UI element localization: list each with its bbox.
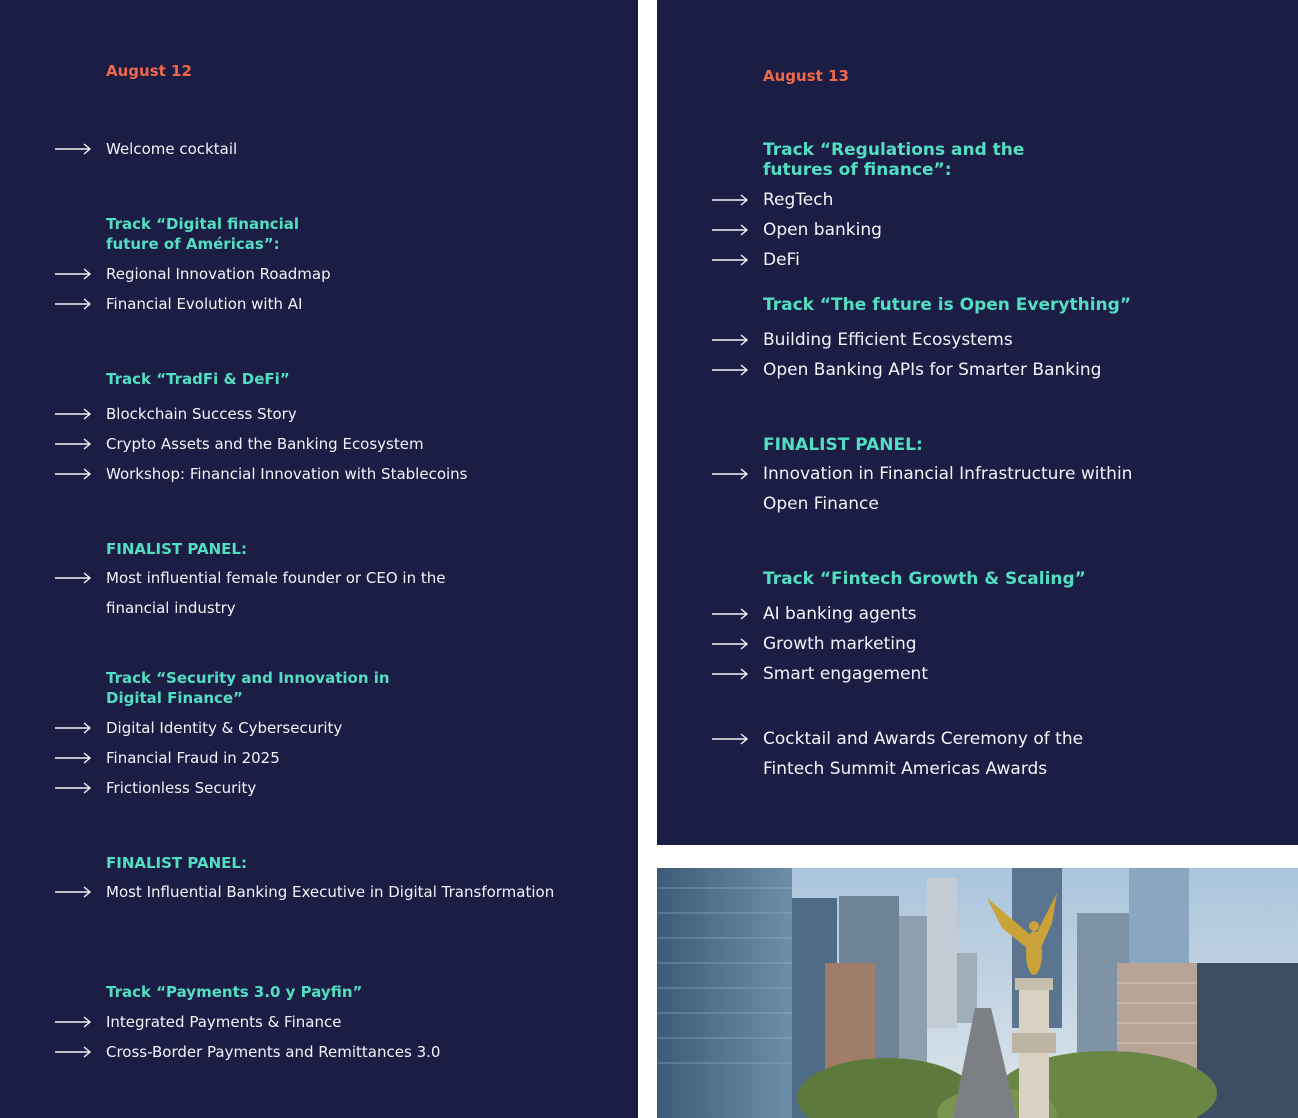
list-item-continued: Open Finance: [763, 494, 879, 514]
arrow-right-icon: [55, 268, 93, 280]
arrow-right-icon: [712, 733, 750, 745]
track-digital-financial-future: Track “Digital financial future of Américas”:: [106, 215, 300, 253]
arrow-right-icon: [712, 334, 750, 346]
list-item: Open banking: [763, 220, 882, 240]
arrow-right-icon: [712, 638, 750, 650]
list-item: Financial Evolution with AI: [106, 295, 303, 313]
list-item: Cross-Border Payments and Remittances 3.0: [106, 1043, 441, 1061]
arrow-right-icon: [55, 438, 93, 450]
finalist-panel-title: FINALIST PANEL:: [106, 540, 247, 558]
arrow-right-icon: [55, 886, 93, 898]
list-item: Financial Fraud in 2025: [106, 749, 280, 767]
arrow-right-icon: [712, 608, 750, 620]
list-item: AI banking agents: [763, 604, 917, 624]
arrow-right-icon: [55, 143, 93, 155]
list-item: Innovation in Financial Infrastructure within: [763, 464, 1133, 484]
finalist-panel-title: FINALIST PANEL:: [763, 435, 923, 455]
list-item: Blockchain Success Story: [106, 405, 297, 423]
list-item: Building Efficient Ecosystems: [763, 330, 1013, 350]
arrow-right-icon: [712, 468, 750, 480]
arrow-right-icon: [712, 364, 750, 376]
track-fintech-growth: Track “Fintech Growth & Scaling”: [763, 569, 1086, 589]
track-payments: Track “Payments 3.0 y Payfin”: [106, 983, 363, 1001]
track-regulations: Track “Regulations and the futures of finance”:: [763, 140, 1025, 180]
arrow-right-icon: [712, 224, 750, 236]
day-2-date: August 13: [763, 67, 849, 85]
arrow-right-icon: [55, 572, 93, 584]
arrow-right-icon: [55, 722, 93, 734]
agenda-day-2: [657, 0, 1298, 845]
list-item: RegTech: [763, 190, 834, 210]
list-item: Workshop: Financial Innovation with Stablecoins: [106, 465, 468, 483]
list-item: Integrated Payments & Finance: [106, 1013, 342, 1031]
agenda-day-1: [0, 0, 638, 1118]
list-item: Most Influential Banking Executive in Digital Transformation: [106, 883, 555, 901]
track-security-innovation: Track “Security and Innovation in Digital Finance”: [106, 669, 390, 707]
list-item: Smart engagement: [763, 664, 928, 684]
arrow-right-icon: [55, 468, 93, 480]
closing-ceremony-continued: Fintech Summit Americas Awards: [763, 759, 1048, 779]
arrow-right-icon: [712, 194, 750, 206]
arrow-right-icon: [55, 298, 93, 310]
list-item: DeFi: [763, 250, 800, 270]
finalist-panel-title: FINALIST PANEL:: [106, 854, 247, 872]
list-item: Open Banking APIs for Smarter Banking: [763, 360, 1102, 380]
arrow-right-icon: [712, 254, 750, 266]
list-item: Most influential female founder or CEO in the: [106, 569, 446, 587]
arrow-right-icon: [55, 1046, 93, 1058]
list-item: Digital Identity & Cybersecurity: [106, 719, 343, 737]
angel-of-independence-illustration: [657, 868, 1298, 1118]
arrow-right-icon: [55, 1016, 93, 1028]
track-open-everything: Track “The future is Open Everything”: [763, 295, 1131, 315]
day-1-date: August 12: [106, 62, 192, 80]
city-skyline-photo: [657, 868, 1298, 1118]
arrow-right-icon: [55, 752, 93, 764]
list-item: Crypto Assets and the Banking Ecosystem: [106, 435, 424, 453]
list-item: Frictionless Security: [106, 779, 257, 797]
list-item-continued: financial industry: [106, 599, 236, 617]
track-tradfi-defi: Track “TradFi & DeFi”: [106, 370, 290, 388]
arrow-right-icon: [55, 782, 93, 794]
list-item: Regional Innovation Roadmap: [106, 265, 331, 283]
welcome-cocktail: Welcome cocktail: [106, 140, 238, 158]
list-item: Growth marketing: [763, 634, 917, 654]
closing-ceremony: Cocktail and Awards Ceremony of the: [763, 729, 1084, 749]
arrow-right-icon: [55, 408, 93, 420]
arrow-right-icon: [712, 668, 750, 680]
